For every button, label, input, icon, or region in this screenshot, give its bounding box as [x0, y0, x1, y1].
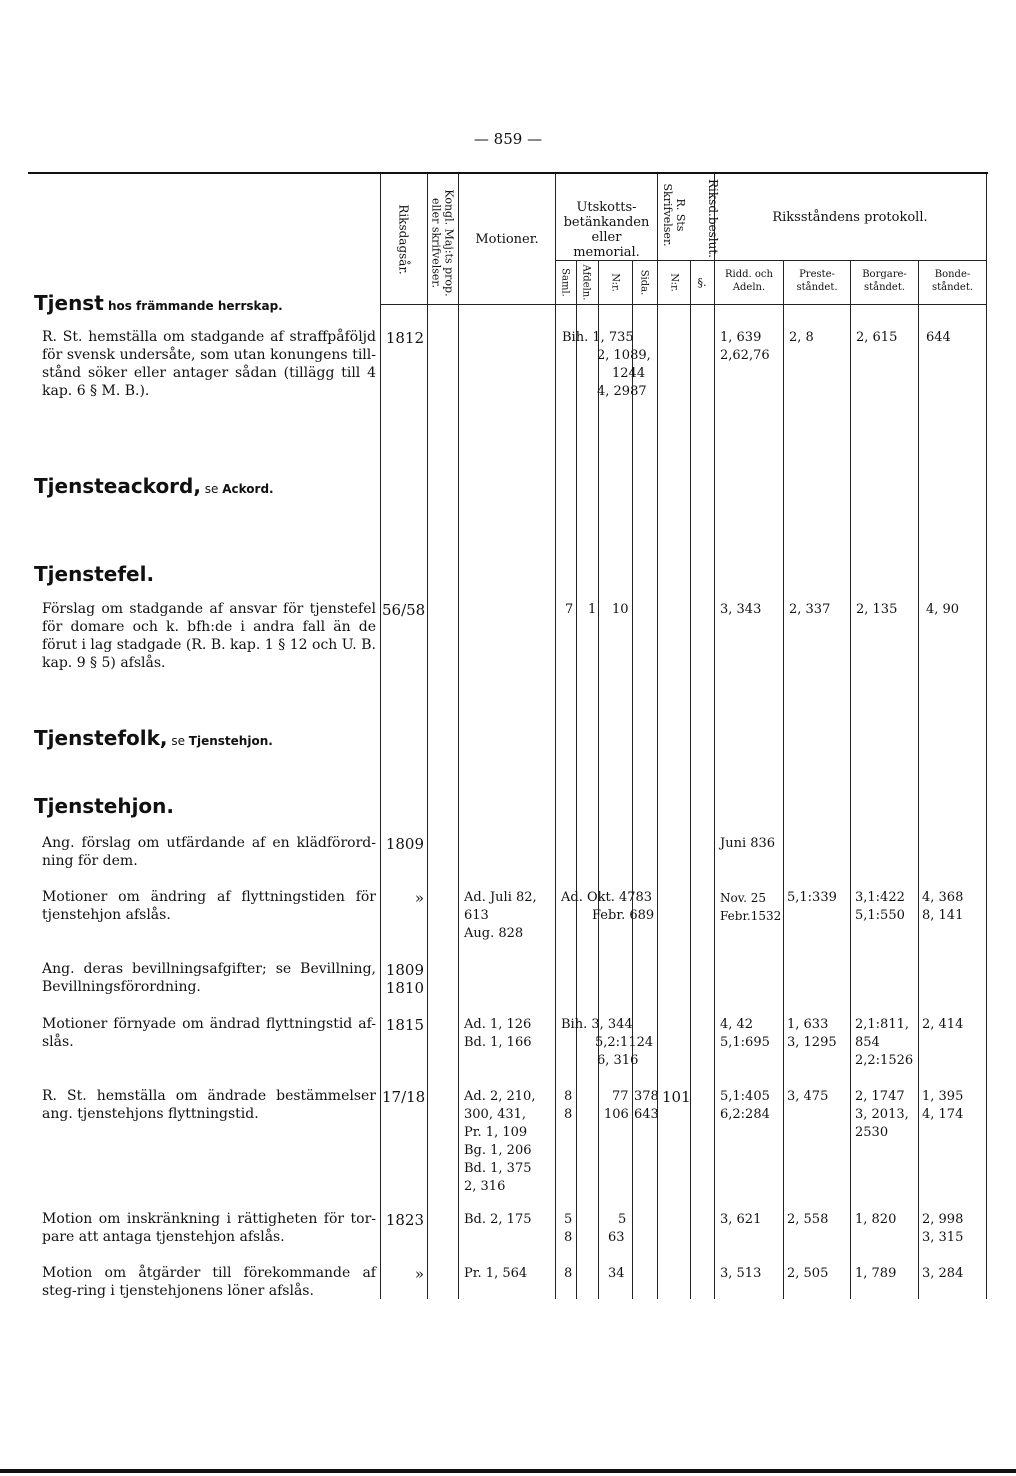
row7-sida-1: 378 [634, 1089, 659, 1104]
row1-utsk-1: Bih. 1, 735 [562, 330, 634, 345]
row7-year: 17/18 [382, 1088, 426, 1106]
col-line-preste [850, 260, 851, 1299]
row6-preste-2: 3, 1295 [787, 1035, 837, 1050]
row4-mot-2: 613 [464, 908, 489, 923]
row7-rsts: 101 [662, 1088, 691, 1106]
row6-utsk-1: Bih. 3, 344 [561, 1017, 633, 1032]
section-title-tjenstefolk: Tjenstefolk, se Tjenstehjon. [34, 726, 273, 750]
row1-year: 1812 [385, 329, 424, 347]
row7-nr-1: 77 [612, 1089, 629, 1104]
row7-description: R. St. hemställa om ändrade bestämmelser ang. tjenstehjons flyttningstid. [42, 1088, 376, 1122]
header-subline-right [714, 260, 986, 261]
row2-description: Förslag om stadgande af ansvar för tjenstefel för domare och k. bfh:de i andra fall än de förut i lag stadgade (R. B. kap. 1 § 12 och U. B. kap. 9 § 5) afslås. [42, 601, 376, 671]
row7-mot-5: Bd. 1, 375 [464, 1161, 532, 1176]
header-riksd-beslut: Riksd.beslut. [706, 179, 720, 258]
row7-borgare-1: 2, 1747 [855, 1089, 905, 1104]
col-line-beslut [714, 174, 715, 1299]
row1-bonde: 644 [926, 330, 951, 345]
row8-saml-1: 5 [564, 1212, 573, 1227]
row8-bonde-1: 2, 998 [922, 1212, 964, 1227]
row1-preste: 2, 8 [789, 330, 814, 345]
section-title-tjenstefel: Tjenstefel. [34, 562, 155, 586]
row5-year-2: 1810 [385, 979, 424, 997]
row7-saml-1: 8 [564, 1089, 573, 1104]
section-title-tjensteackord: Tjensteackord, se Ackord. [34, 474, 274, 498]
row9-description: Motion om åtgärder till förekommande af steg-ring i tjenstehjonens löner afslås. [42, 1265, 376, 1299]
row8-ridd: 3, 621 [720, 1212, 762, 1227]
row4-bonde-1: 4, 368 [922, 890, 964, 905]
row9-ridd: 3, 513 [720, 1266, 762, 1281]
row7-mot-2: 300, 431, [464, 1107, 527, 1122]
row3-ridd: Juni 836 [720, 836, 776, 851]
row1-utsk-4: 4, 2987 [597, 384, 647, 399]
row7-saml-2: 8 [564, 1107, 573, 1122]
header-nr2: N:r. [668, 273, 680, 292]
header-riksdagsar: Riksdagsår. [396, 204, 411, 275]
header-motioner: Motioner. [475, 232, 539, 247]
row2-afdeln: 1 [588, 602, 597, 617]
row6-ridd-1: 4, 42 [720, 1017, 754, 1032]
section-title-tjenstehjon: Tjenstehjon. [34, 794, 174, 818]
header-ridd: Ridd. och Adeln. [725, 269, 773, 293]
row9-saml: 8 [564, 1266, 573, 1281]
row2-nr: 10 [612, 602, 629, 617]
header-r-sts: R. Sts Skrifvelser. [661, 183, 687, 247]
row1-utsk-3: 1244 [612, 366, 646, 381]
row6-borgare-3: 2,2:1526 [855, 1053, 914, 1068]
row8-saml-2: 8 [564, 1230, 573, 1245]
header-preste: Preste-ståndet. [796, 269, 838, 293]
row2-borgare: 2, 135 [856, 602, 898, 617]
row7-ridd-2: 6,2:284 [720, 1107, 770, 1122]
row4-description: Motioner om ändring af flyttningstiden för tjenstehjon afslås. [42, 889, 376, 923]
row3-description: Ang. förslag om utfärdande af en klädförord-ning för dem. [42, 835, 376, 869]
bottom-rule [0, 1469, 1016, 1473]
row4-borgare-2: 5,1:550 [855, 908, 905, 923]
col-line-sida [657, 174, 658, 1299]
row4-utsk-2: Febr. 689 [592, 908, 655, 923]
row6-mot-1: Ad. 1, 126 [464, 1017, 532, 1032]
col-line-motioner [458, 174, 459, 1299]
row2-saml: 7 [565, 602, 574, 617]
row2-ridd: 3, 343 [720, 602, 762, 617]
header-borgare: Borgare-ståndet. [862, 269, 907, 293]
row6-utsk-3: 6, 316 [597, 1053, 639, 1068]
row7-ridd-1: 5,1:405 [720, 1089, 770, 1104]
row7-mot-4: Bg. 1, 206 [464, 1143, 532, 1158]
col-line-saml [576, 260, 577, 1299]
row6-year: 1815 [385, 1016, 424, 1034]
row6-preste-1: 1, 633 [787, 1017, 829, 1032]
row6-borgare-1: 2,1:811, [855, 1017, 909, 1032]
header-bonde: Bonde-ståndet. [931, 269, 974, 293]
row2-preste: 2, 337 [789, 602, 831, 617]
row8-nr-1: 5 [618, 1212, 627, 1227]
row6-borgare-2: 854 [855, 1035, 880, 1050]
row4-ridd-1: Nov. 25 [720, 891, 766, 905]
row7-sida-2: 643 [634, 1107, 659, 1122]
row8-borgare: 1, 820 [855, 1212, 897, 1227]
row4-preste: 5,1:339 [787, 890, 837, 905]
col-line-ridd [783, 260, 784, 1299]
col-line-borgare [918, 260, 919, 1299]
header-nr: N:r. [609, 273, 621, 292]
row8-preste: 2, 558 [787, 1212, 829, 1227]
header-sida: Sida. [638, 269, 650, 296]
row4-ridd-2: Febr.1532 [720, 909, 782, 923]
row8-bonde-2: 3, 315 [922, 1230, 964, 1245]
row9-year: » [414, 1265, 424, 1283]
row4-mot-1: Ad. Juli 82, [464, 890, 537, 905]
row8-year: 1823 [385, 1211, 424, 1229]
row7-mot-3: Pr. 1, 109 [464, 1125, 528, 1140]
row7-bonde-2: 4, 174 [922, 1107, 964, 1122]
header-protokoll: Riksståndens protokoll. [772, 210, 928, 225]
row7-nr-2: 106 [604, 1107, 629, 1122]
row1-utsk-2: 2, 1089, [597, 348, 651, 363]
row9-borgare: 1, 789 [855, 1266, 897, 1281]
col-line-riksdag [380, 174, 381, 1299]
row6-description: Motioner förnyade om ändrad flyttningstid af-slås. [42, 1016, 376, 1050]
row1-borgare: 2, 615 [856, 330, 898, 345]
row8-mot: Bd. 2, 175 [464, 1212, 532, 1227]
row5-description: Ang. deras bevillningsafgifter; se Bevillning, Bevillningsförordning. [42, 961, 376, 995]
row3-year: 1809 [385, 835, 424, 853]
row7-preste: 3, 475 [787, 1089, 829, 1104]
row1-ridd-1: 1, 639 [720, 330, 762, 345]
row4-bonde-2: 8, 141 [922, 908, 964, 923]
row2-bonde: 4, 90 [926, 602, 960, 617]
col-line-nr [632, 260, 633, 1299]
row6-mot-2: Bd. 1, 166 [464, 1035, 532, 1050]
row8-description: Motion om inskränkning i rättigheten för tor-pare att antaga tjenstehjon afslås. [42, 1211, 376, 1245]
col-line-afdeln [598, 260, 599, 1299]
row9-mot: Pr. 1, 564 [464, 1266, 528, 1281]
row6-ridd-2: 5,1:695 [720, 1035, 770, 1050]
row7-mot-6: 2, 316 [464, 1179, 506, 1194]
col-line-kongl [427, 174, 428, 1299]
row1-ridd-2: 2,62,76 [720, 348, 770, 363]
header-utskotts: Utskotts-betänkanden eller memorial. [563, 200, 650, 260]
row7-bonde-1: 1, 395 [922, 1089, 964, 1104]
header-afdeln: Afdeln. [580, 264, 592, 301]
row9-preste: 2, 505 [787, 1266, 829, 1281]
header-para: §. [697, 276, 707, 289]
row9-bonde: 3, 284 [922, 1266, 964, 1281]
row4-mot-3: Aug. 828 [464, 926, 524, 941]
top-rule [28, 172, 988, 174]
row9-nr: 34 [608, 1266, 625, 1281]
col-line-right [986, 174, 987, 1299]
row4-borgare-1: 3,1:422 [855, 890, 905, 905]
row6-utsk-2: 5,2:1124 [595, 1035, 654, 1050]
page-number: — 859 — [473, 130, 543, 148]
col-line-utsk [555, 174, 556, 1299]
row6-bonde: 2, 414 [922, 1017, 964, 1032]
row4-year: » [414, 889, 424, 907]
col-line-rsts [690, 260, 691, 1299]
row7-borgare-3: 2530 [855, 1125, 889, 1140]
row7-mot-1: Ad. 2, 210, [464, 1089, 536, 1104]
header-bottom-line [380, 304, 986, 305]
section-title-tjenst: Tjenst hos främmande herrskap. [34, 291, 283, 315]
row8-nr-2: 63 [608, 1230, 625, 1245]
row4-utsk-1: Ad. Okt. 4783 [561, 890, 653, 905]
row1-description: R. St. hemställa om stadgande af straffpåföljd för svensk undersåte, som utan konungens till-stånd söker eller antager sådan (tillägg till 4 kap. 6 § M. B.). [42, 329, 376, 399]
header-kongl: Kongl. Maj:ts prop. eller skrifvelser. [429, 189, 456, 297]
row2-year: 56/58 [382, 601, 426, 619]
header-saml: Saml. [559, 268, 571, 297]
row7-borgare-2: 3, 2013, [855, 1107, 909, 1122]
row5-year-1: 1809 [385, 961, 424, 979]
